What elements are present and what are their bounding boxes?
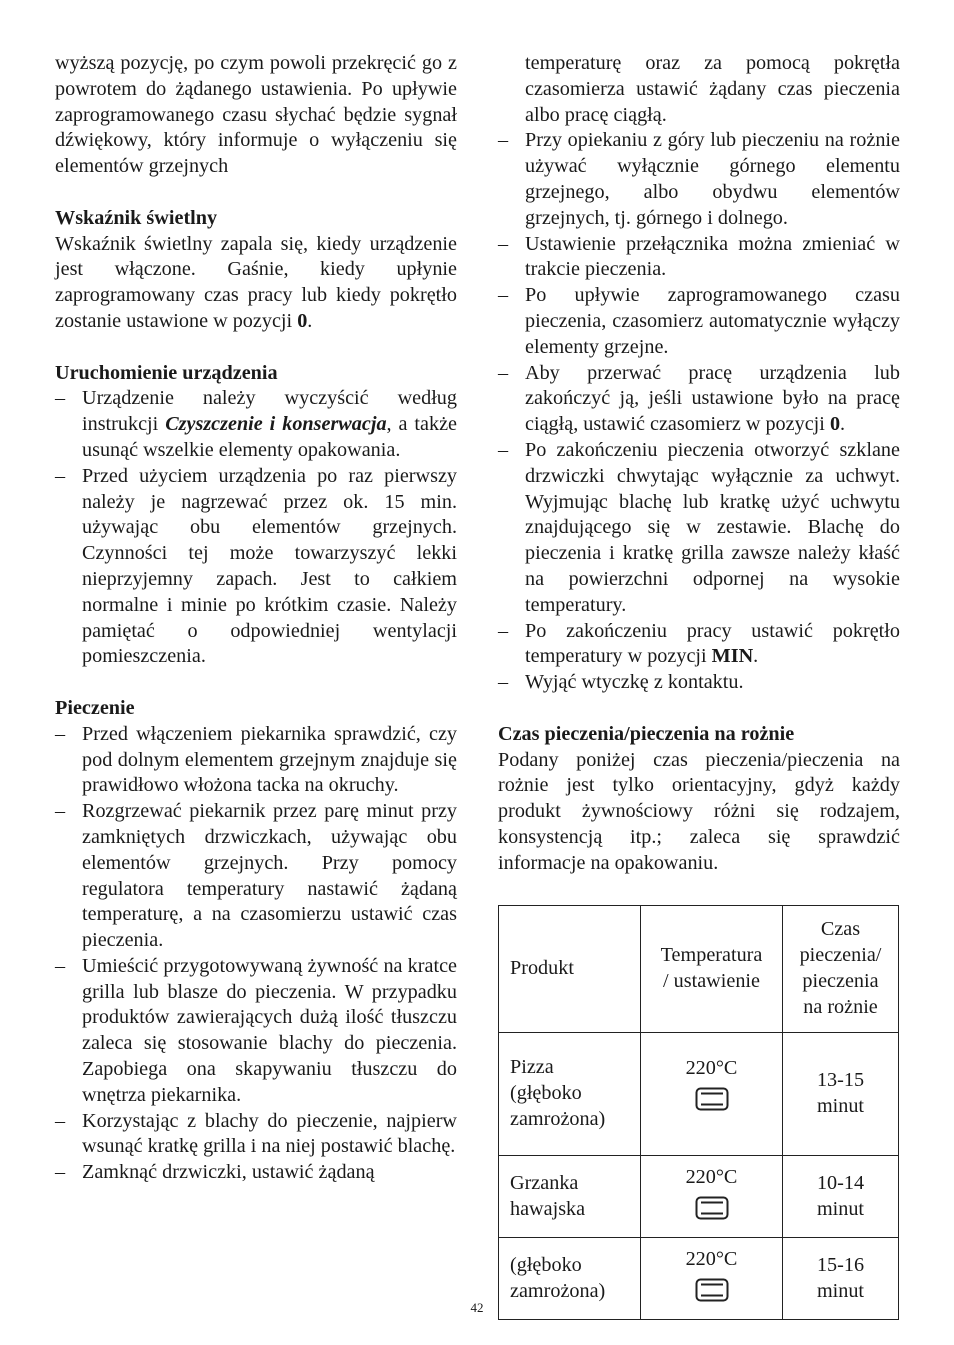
times-heading: Czas pieczenia/pieczenia na rożnie (498, 722, 795, 745)
cell-product: Pizza (głęboko zamrożona) (499, 1033, 641, 1156)
table-row (499, 1156, 899, 1238)
baking-times-table (498, 905, 899, 1320)
startup-heading: Uruchomienie urządzenia (55, 361, 278, 384)
times-paragraph: Podany poniżej czas pieczenia/pieczenia na rożnie jest tylko orientacyjny, gdyż każdy produkt żywnościowy różni się rodzajem, konsystencją itp.; zaleca się sprawdzić informacje na opakowaniu. (498, 748, 900, 874)
cell-temperature: 220°C (641, 1033, 783, 1156)
oven-both-elements-icon (695, 1087, 729, 1111)
header-product: Produkt (499, 906, 641, 1033)
cell-time: 13-15 minut (783, 1033, 899, 1156)
cell-time: 15-16 minut (783, 1238, 899, 1320)
cell-product: Grzanka hawajska (499, 1156, 641, 1238)
cell-temperature: 220°C (641, 1238, 783, 1320)
startup-list (55, 386, 457, 670)
list-item: – Ustawienie przełącznika można zmieniać w trakcie pieczenia. (498, 232, 900, 284)
list-item: – Po upływie zaprogramowanego czasu pieczenia, czasomierz automatycznie wyłączy elementy grzejne. (498, 283, 900, 360)
list-item: – Umieścić przygotowywaną żywność na kratce grilla lub blasze do pieczenia. W przypadku produktów zawierających dużą ilość tłuszczu zaleca się stosowanie blachy do pieczenia. Zapobiega ona skapywaniu tłuszczu do wnętrza piekarnika. (55, 954, 457, 1109)
header-time: Czas pieczenia/ pieczenia na rożnie (783, 906, 899, 1033)
oven-both-elements-icon (695, 1196, 729, 1220)
list-item: – Aby przerwać pracę urządzenia lub zakończyć ją, jeśli ustawione było na pracę ciągłą, ustawić czasomierz w pozycji 0. (498, 361, 900, 438)
list-item: – Po zakończeniu pieczenia otworzyć szklane drzwiczki chwytając wyłącznie za uchwyt. Wyjmując blachę lub kratkę użyć uchwytu znajdującego się w zestawie. Blachę do pieczenia i kratkę grilla zawsze należy kłaść na powierzchni odpornej na wysokie temperatury. (498, 438, 900, 619)
list-item: – Przed włączeniem piekarnika sprawdzić, czy pod dolnym elementem grzejnym znajduje się prawidłowo włożona tacka na okruchy. (55, 722, 457, 799)
oven-both-elements-icon (695, 1278, 729, 1302)
list-item: – Przy opiekaniu z góry lub pieczeniu na rożnie używać wyłącznie górnego elementu grzejnego, albo obydwu elementów grzejnych, tj. górnego i dolnego. (498, 128, 900, 231)
left-column (55, 51, 457, 1186)
list-item: – Urządzenie należy wyczyścić według instrukcji Czyszczenie i konserwacja, a także usunąć wszelkie elementy opakowania. (55, 386, 457, 463)
indicator-heading: Wskaźnik świetlny (55, 206, 218, 229)
header-temperature: Temperatura / ustawienie (641, 906, 783, 1033)
list-item-continuation: temperaturę oraz za pomocą pokrętła czasomierza ustawić żądany czas pieczenia albo pracę ciągłą. (525, 52, 900, 126)
list-item: – Zamknąć drzwiczki, ustawić żądaną (55, 1160, 457, 1186)
page-number: 42 (470, 1300, 484, 1315)
baking-list (55, 722, 457, 1186)
cell-product: (głęboko zamrożona) (499, 1238, 641, 1320)
list-item: – Przed użyciem urządzenia po raz pierwszy należy je nagrzewać przez ok. 15 min. używając obu elementów grzejnych. Czynności tej może towarzyszyć lekki nieprzyjemny zapach. Jest to całkiem normalne i minie po krótkim czasie. Należy pamiętać o odpowiedniej wentylacji pomieszczenia. (55, 464, 457, 670)
intro-paragraph: wyższą pozycję, po czym powoli przekręcić go z powrotem do żądanego ustawienia. Po upływie zaprogramowanego czasu słychać będzie sygnał dźwiękowy, który informuje o wyłączeniu się elementów grzejnych (55, 52, 457, 178)
list-item: – Po zakończeniu pracy ustawić pokrętło temperatury w pozycji MIN. (498, 619, 900, 671)
cell-time: 10-14 minut (783, 1156, 899, 1238)
table-header-row (499, 906, 899, 1033)
right-column (498, 51, 900, 877)
baking-list-continued (498, 51, 900, 696)
list-item: – Korzystając z blachy do pieczenie, najpierw wsunąć kratkę grilla i na niej postawić blachę. (55, 1109, 457, 1161)
indicator-paragraph: Wskaźnik świetlny zapala się, kiedy urządzenie jest włączone. Gaśnie, kiedy upłynie zaprogramowany czas pracy lub kiedy pokrętło zostanie ustawione w pozycji 0. (55, 232, 457, 332)
list-item: – Rozgrzewać piekarnik przez parę minut przy zamkniętych drzwiczkach, używając obu elementów grzejnych. Przy pomocy regulatora temperatury nastawić żądaną temperaturę, a na czasomierzu ustawić czas pieczenia. (55, 799, 457, 954)
table-row (499, 1033, 899, 1156)
baking-heading: Pieczenie (55, 696, 135, 719)
cell-temperature: 220°C (641, 1156, 783, 1238)
list-item: – Wyjąć wtyczkę z kontaktu. (498, 670, 900, 696)
